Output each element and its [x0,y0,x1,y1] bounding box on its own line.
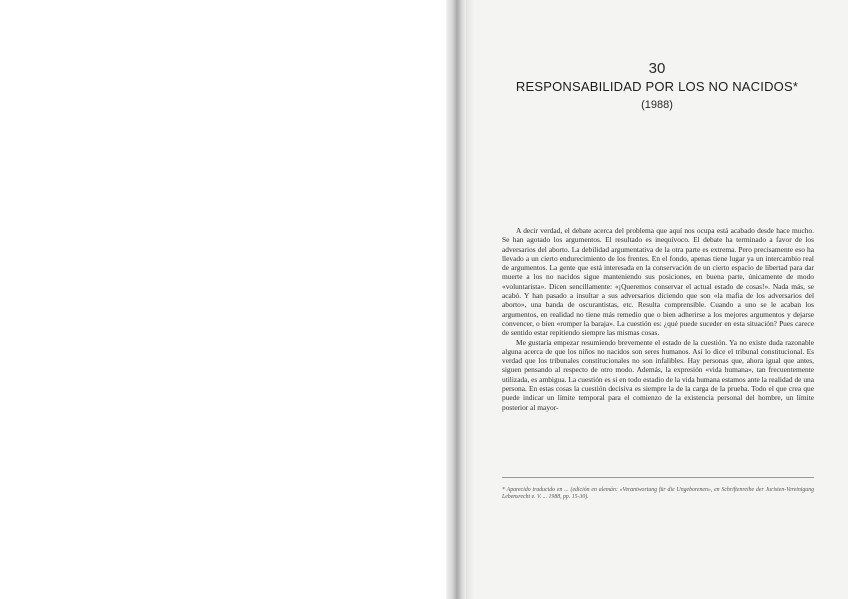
footnote-divider [502,477,814,478]
paragraph-1: A decir verdad, el debate acerca del problema que aquí nos ocupa está acabado desde hace mucho. Se han agotado los argumentos. El resultado es inequívoco. El debate ha terminado a favor de los adversarios del aborto. La debilidad argumentativa de la otra parte es extrema. Pero precisamente eso ha llevado a un cierto endurecimiento de los frentes. En el fondo, apenas tiene lugar ya un intercambio real de argumentos. La gente que está interesada en la conservación de un cierto espacio de libertad para dar muerte a los no nacidos sigue manteniendo sus posiciones, en buena parte, únicamente de modo «voluntarista». Dicen sencillamente: «¡Queremos conservar el actual estado de cosas!». Nada más, se acabó. Y han pasado a insultar a sus adversarios diciendo que son «la mafia de los adversarios del aborto», una banda de oscurantistas, etc. Resulta comprensible. Cuando a uno se le acaban los argumentos, en realidad no tiene más remedio que o bien adherirse a los mejores argumentos y dejarse convencer, o bien «romper la baraja». La cuestión es: ¿qué puede suceder en esta situación? Pues carece de sentido estar repitiendo siempre las mismas cosas. [502,226,814,338]
chapter-number: 30 [648,60,666,77]
body-text [502,226,814,412]
book-gutter [446,0,466,599]
chapter-title: RESPONSABILIDAD POR LOS NO NACIDOS* [515,79,799,94]
chapter-year: (1988) [641,99,673,111]
right-page [466,0,848,599]
footnote: * Aparecido traducido en ... (edición en alemán: «Verantwortung für die Ungeborenen», en Schriftenreihe der Juristen-Vereinigung Lebensrecht e. V. ... 1988, pp. 15-30). [502,487,814,501]
paragraph-2: Me gustaría empezar resumiendo brevemente el estado de la cuestión. Ya no existe duda razonable alguna acerca de que los niños no nacidos son seres humanos. Así lo dice el tribunal constitucional. Es verdad que los tribunales constitucionales no son infalibles. Hay personas que, ahora igual que antes, siguen pensando al respecto de otro modo. Además, la expresión «vida humana», tan frecuentemente utilizada, es ambigua. La cuestión es si en todo estadio de la vida humana estamos ante la realidad de una persona. En estas cosas la cuestión decisiva es siempre la de la carga de la prueba. Todo el que crea que puede indicar un límite temporal para el comienzo de la existencia personal del hombre, un límite posterior al mayor- [502,337,814,412]
